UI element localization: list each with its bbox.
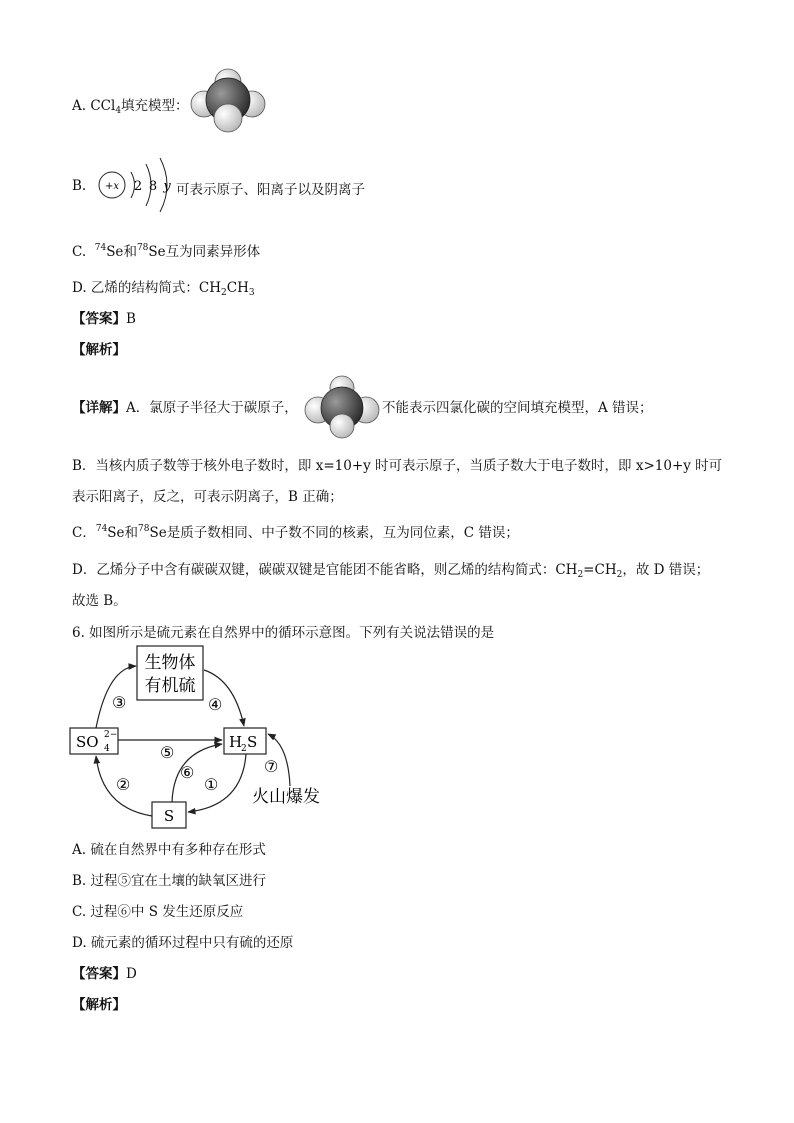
q6-answer — [72, 962, 137, 982]
detail-d-post: ，故 D 错误； — [622, 562, 710, 578]
step-3: ③ — [112, 693, 127, 712]
h2s-sub: 2 — [241, 744, 247, 754]
opt-c-mid: 和 — [123, 244, 137, 260]
q5-detail-b-2 — [72, 485, 343, 505]
opt-c-elem1: Se — [106, 244, 124, 260]
q5-detail-a — [72, 396, 298, 416]
opt-d-sub1: 2 — [221, 288, 227, 298]
volcano-label: 火山爆发 — [252, 787, 320, 807]
q5-option-b — [72, 178, 86, 194]
q5-conclusion — [72, 589, 127, 609]
detail-c-mass1: 74 — [95, 524, 108, 534]
step-1: ① — [204, 775, 219, 794]
q6-analysis-label — [72, 993, 126, 1013]
q6-question-text: 6. 如图所示是硫元素在自然界中的循环示意图。下列有关说法错误的是 — [72, 625, 495, 641]
shell-1-count: 2 — [133, 179, 143, 194]
h2s-h: H — [229, 733, 243, 751]
q5-option-b-text — [176, 178, 365, 198]
box-organic-label-2: 有机硫 — [144, 676, 196, 696]
detail-c-elem2: Se — [149, 525, 167, 541]
opt-d-mid: CH — [226, 280, 249, 296]
detail-b-line1: B．当核内质子数等于核外电子数时，即 x=10+y 时可表示原子，当质子数大于电子数时，即 x>10+y 时可 — [72, 458, 723, 474]
svg-text:SO — [76, 733, 99, 751]
detail-c-mass2: 78 — [138, 524, 150, 534]
q5-option-d — [72, 276, 255, 298]
answer-label: 【答案】 — [72, 311, 126, 327]
detail-c-mid: 和 — [124, 525, 139, 541]
opt-a-text: A. CCl — [72, 98, 116, 114]
opt-c-text: 互为同素异形体 — [165, 244, 261, 260]
box-organic-label-1: 生物体 — [144, 653, 196, 673]
q6-opt-b: B. 过程⑤宜在土壤的缺氧区进行 — [72, 873, 267, 889]
shell-2-count: 8 — [148, 179, 158, 194]
detail-c-elem1: Se — [107, 525, 125, 541]
q6-analysis-text: 【解析】 — [72, 997, 126, 1013]
detail-a-post: 不能表示四氯化碳的空间填充模型，A 错误； — [382, 400, 653, 416]
opt-c-mass1: 74 — [94, 243, 107, 253]
step-6: ⑥ — [180, 763, 195, 782]
q6-option-a — [72, 838, 266, 858]
opt-c-elem2: Se — [148, 244, 166, 260]
step-2: ② — [116, 775, 131, 794]
detail-d-sub2: 2 — [616, 570, 623, 580]
sulfur-label: S — [163, 807, 175, 825]
q6-opt-c: C. 过程⑥中 S 发生还原反应 — [72, 904, 244, 920]
q6-option-d — [72, 931, 293, 951]
detail-a-pre: A．氯原子半径大于碳原子， — [126, 400, 298, 416]
opt-d-sub2: 3 — [248, 288, 255, 298]
detail-label: 【详解】 — [72, 400, 126, 416]
q5-answer — [72, 307, 136, 327]
analysis-label: 【解析】 — [72, 342, 126, 358]
opt-d-text: D. 乙烯的结构简式：CH — [72, 280, 222, 296]
detail-d-sub1: 2 — [577, 570, 584, 580]
opt-a-sub: 4 — [115, 106, 122, 116]
detail-c-pre: C． — [72, 525, 96, 541]
nucleus-charge: +x — [104, 181, 120, 192]
step-4: ④ — [208, 695, 223, 714]
q6-question — [72, 621, 494, 641]
q5-analysis-label — [72, 338, 126, 358]
q6-opt-d: D. 硫元素的循环过程中只有硫的还原 — [72, 935, 294, 951]
detail-b-line2: 表示阳离子，反之，可表示阴离子，B 正确； — [72, 489, 343, 505]
q5-detail-b-1 — [72, 454, 722, 474]
conclusion: 故选 B。 — [72, 593, 127, 609]
detail-c-post: 是质子数相同、中子数不同的核素，互为同位素，C 错误； — [166, 525, 519, 541]
ccl4-space-filling-model-icon — [190, 66, 266, 134]
step-5: ⑤ — [160, 743, 175, 762]
q5-option-c — [72, 240, 260, 260]
detail-d-mid: =CH — [583, 562, 617, 578]
step-7: ⑦ — [264, 757, 279, 776]
q6-answer-value: D — [126, 966, 137, 982]
q5-detail-d — [72, 558, 709, 580]
q5-option-a — [72, 94, 189, 116]
opt-b-text: 可表示原子、阳离子以及阴离子 — [176, 182, 365, 198]
opt-a-suffix: 填充模型： — [121, 98, 189, 114]
sulfur-cycle-diagram — [66, 640, 346, 832]
opt-c-mass2: 78 — [136, 243, 149, 253]
q5-detail-c — [72, 521, 519, 541]
q6-option-b — [72, 869, 266, 889]
so4-sub: 4 — [104, 744, 110, 754]
detail-d-pre: D．乙烯分子中含有碳碳双键，碳碳双键是官能团不能省略，则乙烯的结构简式：CH — [72, 562, 578, 578]
so4-label: SO — [76, 733, 99, 751]
opt-c-label: C. — [72, 244, 87, 260]
q6-opt-a: A. 硫在自然界中有多种存在形式 — [72, 842, 266, 858]
ccl4-space-filling-model-icon-2 — [304, 372, 380, 440]
atomic-structure-diagram — [96, 156, 178, 214]
shell-3-count: y — [163, 179, 171, 194]
q6-answer-label: 【答案】 — [72, 966, 126, 982]
opt-b-label: B. — [72, 178, 87, 194]
so4-sup: 2− — [104, 730, 118, 740]
q6-option-c — [72, 900, 243, 920]
h2s-s: S — [247, 733, 258, 751]
q5-detail-a-post — [382, 396, 653, 416]
answer-value: B — [126, 311, 136, 327]
